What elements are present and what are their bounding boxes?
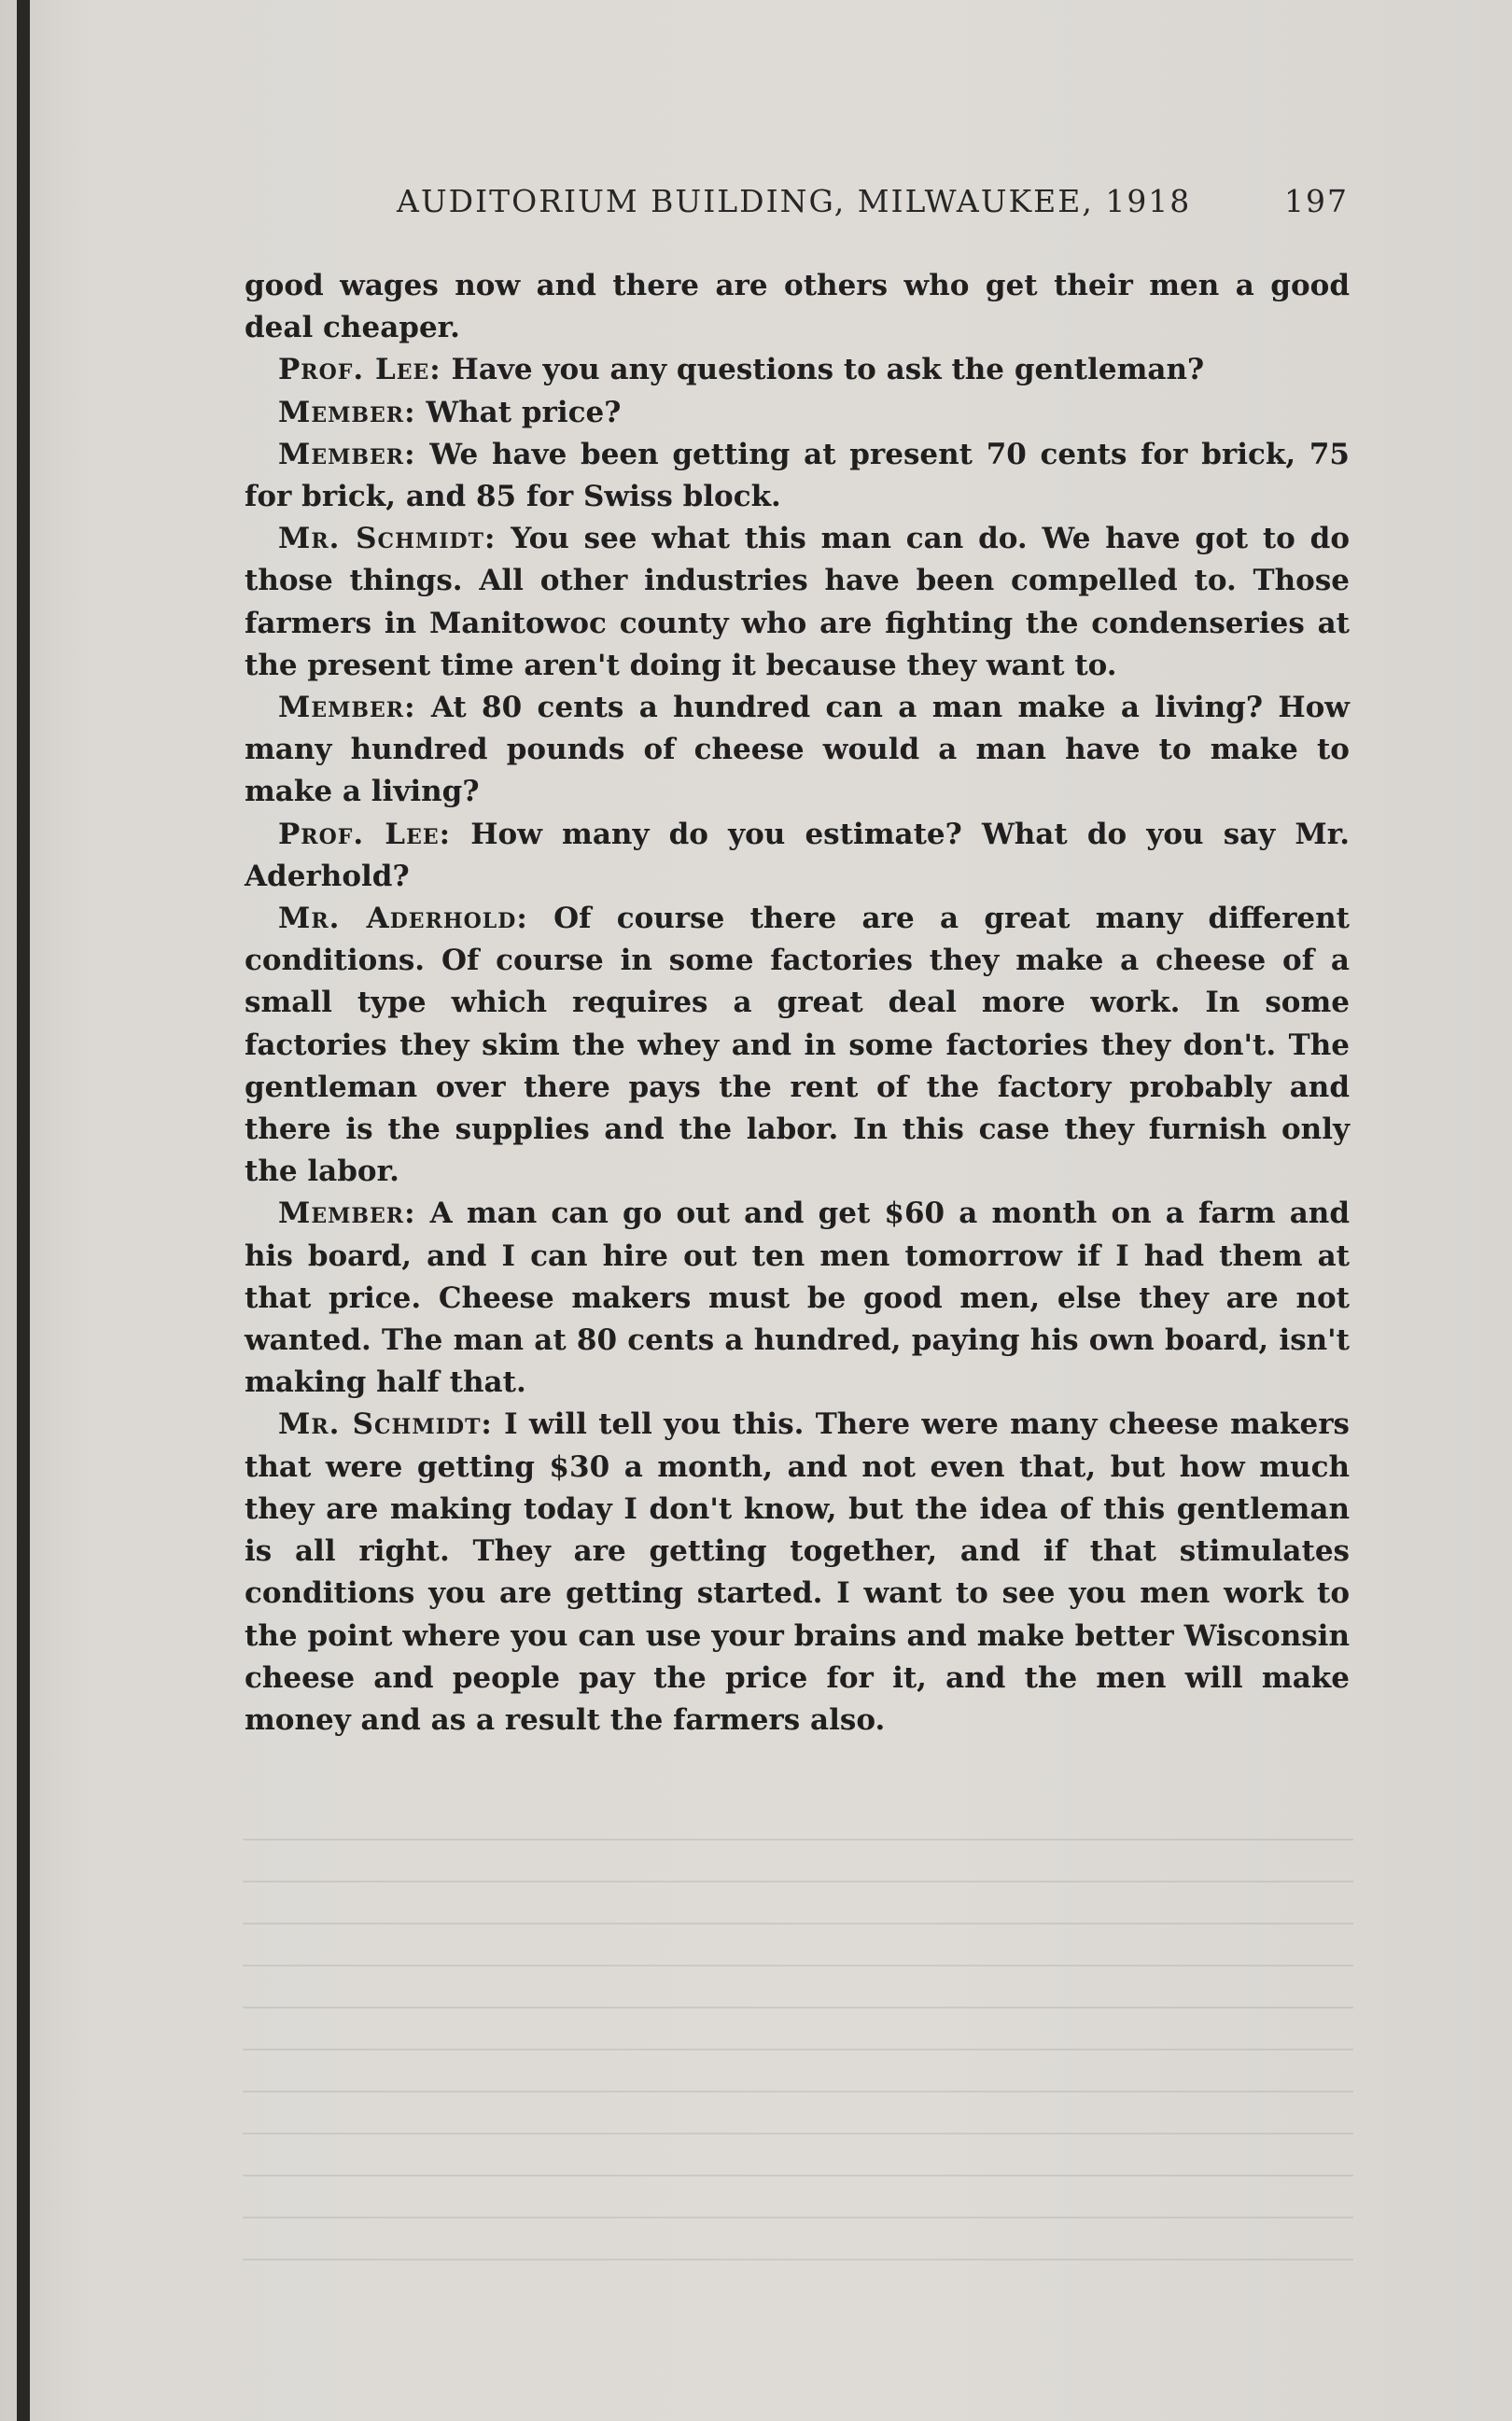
paragraph-text: You see what this man can do. We have got to do those things. All other industries have been compelled to. Those farmers in Manitowoc county who are fighting the condenseries at the present time aren't doing it because they want to. <box>245 522 1351 682</box>
paragraph-text: good wages now and there are others who get their men a good deal cheaper. <box>245 269 1350 345</box>
paragraph <box>245 434 1350 518</box>
page-number: 197 <box>1284 183 1349 219</box>
speaker-label: Prof. Lee: <box>278 353 441 387</box>
paragraph <box>245 265 1350 349</box>
book-binding-edge <box>17 0 30 2421</box>
bleed-through-texture <box>243 1839 1353 2277</box>
speaker-label: Mr. Schmidt: <box>278 522 497 556</box>
speaker-label: Prof. Lee: <box>278 817 452 851</box>
paragraph-text: How many do you estimate? What do you say Mr. Aderhold? <box>245 817 1350 893</box>
paragraph <box>245 1404 1350 1742</box>
paragraph <box>245 814 1350 898</box>
speaker-label: Member: <box>278 437 416 471</box>
paragraph <box>245 898 1350 1193</box>
paragraph-text: A man can go out and get $60 a month on a farm and his board, and I can hire out ten men tomorrow if I had them at that price. Cheese makers must be good men, else they are not wanted. The man at 80 cents a hundred, paying his own board, isn't making half that. <box>245 1197 1350 1400</box>
transcript-body <box>245 265 1350 1742</box>
paragraph-text: Of course there are a great many different conditions. Of course in some factories they make a cheese of a small type which requires a great deal more work. In some factories they skim the whey and in some factories they don't. The gentleman over there pays the rent of the factory probably and there is the supplies and the labor. In this case they furnish only the labor. <box>245 902 1350 1189</box>
paragraph-text: We have been getting at present 70 cents for brick, 75 for brick, and 85 for Swiss block. <box>245 437 1350 514</box>
paragraph-text: Have you any questions to ask the gentleman? <box>441 353 1205 387</box>
paragraph-text: What price? <box>415 395 622 429</box>
speaker-label: Member: <box>278 1197 416 1231</box>
speaker-label: Mr. Schmidt: <box>278 1407 493 1442</box>
paragraph <box>245 349 1350 391</box>
speaker-label: Member: <box>278 691 416 725</box>
running-title: AUDITORIUM BUILDING, MILWAUKEE, 1918 <box>397 183 1192 219</box>
paragraph <box>245 392 1350 434</box>
paragraph <box>245 687 1350 814</box>
paragraph-text: At 80 cents a hundred can a man make a living? How many hundred pounds of cheese would a man have to make to make a living? <box>245 691 1350 809</box>
speaker-label: Mr. Aderhold: <box>278 902 528 936</box>
paragraph <box>245 1193 1350 1404</box>
speaker-label: Member: <box>278 395 416 429</box>
paragraph-text: I will tell you this. There were many cheese makers that were getting $30 a month, and not even that, but how much they are making today I don't know, but the idea of this gentleman is all right. They are getting together, and if that stimulates conditions you are getting started. I want to see you men work to the point where you can use your brains and make better Wisconsin cheese and people pay the price for it, and the men will make money and as a result the farmers also. <box>245 1407 1350 1737</box>
paragraph <box>245 518 1350 687</box>
